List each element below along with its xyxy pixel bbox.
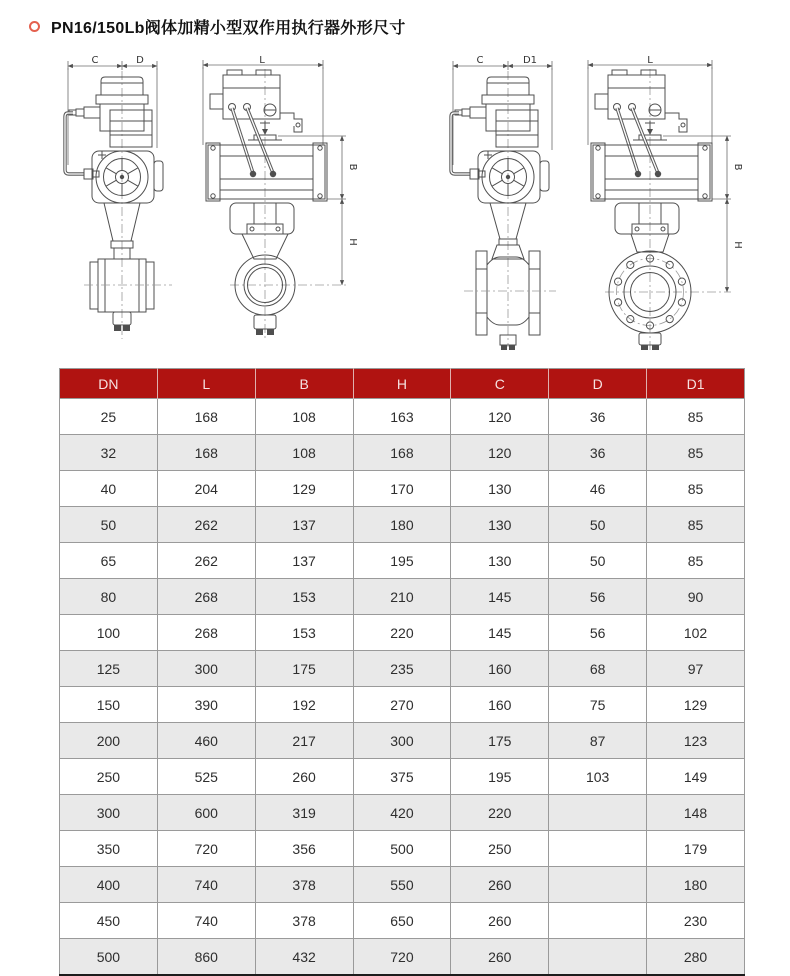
table-cell: 108: [255, 399, 353, 435]
drawing-front-view-wafer: [190, 55, 370, 352]
table-cell: [549, 831, 647, 867]
table-cell: 32: [60, 435, 158, 471]
table-cell: 150: [60, 687, 158, 723]
table-cell: 260: [451, 939, 549, 976]
table-cell: 125: [60, 651, 158, 687]
table-cell: 268: [157, 579, 255, 615]
dim-label-b: B: [347, 163, 358, 171]
table-cell: 102: [647, 615, 745, 651]
table-cell: 145: [451, 579, 549, 615]
table-cell: 220: [353, 615, 451, 651]
table-row: [60, 687, 745, 723]
table-row: [60, 867, 745, 903]
table-cell: 740: [157, 867, 255, 903]
table-cell: 50: [549, 543, 647, 579]
table-cell: 75: [549, 687, 647, 723]
table-cell: 85: [647, 399, 745, 435]
table-row: [60, 579, 745, 615]
table-row: [60, 903, 745, 939]
column-header: L: [157, 369, 255, 399]
table-cell: 46: [549, 471, 647, 507]
column-header: C: [451, 369, 549, 399]
section-header: [29, 15, 406, 38]
actuator-assembly: [65, 77, 163, 203]
table-cell: 280: [647, 939, 745, 976]
table-cell: 268: [157, 615, 255, 651]
table-cell: 168: [157, 399, 255, 435]
table-cell: 350: [60, 831, 158, 867]
table-cell: 50: [60, 507, 158, 543]
table-row: [60, 795, 745, 831]
table-cell: 130: [451, 471, 549, 507]
table-cell: [549, 939, 647, 976]
table-cell: 378: [255, 867, 353, 903]
table-cell: 270: [353, 687, 451, 723]
table-cell: 262: [157, 543, 255, 579]
valve-body: [84, 203, 172, 331]
table-cell: 149: [647, 759, 745, 795]
table-row: [60, 471, 745, 507]
table-cell: 36: [549, 435, 647, 471]
table-cell: 260: [255, 759, 353, 795]
dimension-table: [59, 368, 745, 976]
table-cell: 550: [353, 867, 451, 903]
table-cell: 123: [647, 723, 745, 759]
table-cell: 180: [647, 867, 745, 903]
actuator-assembly: [451, 77, 549, 203]
table-cell: 137: [255, 543, 353, 579]
technical-drawings: [0, 55, 790, 360]
table-cell: 129: [255, 471, 353, 507]
table-row: [60, 759, 745, 795]
column-header: H: [353, 369, 451, 399]
bullet-icon: [29, 21, 40, 32]
valve-body: [464, 203, 556, 350]
table-row: [60, 543, 745, 579]
dim-label-d: D: [136, 55, 144, 66]
table-cell: 148: [647, 795, 745, 831]
table-cell: 168: [353, 435, 451, 471]
column-header: D: [549, 369, 647, 399]
table-cell: 500: [353, 831, 451, 867]
table-cell: 204: [157, 471, 255, 507]
table-cell: 720: [353, 939, 451, 976]
table-cell: 432: [255, 939, 353, 976]
table-cell: 300: [157, 651, 255, 687]
table-row: [60, 939, 745, 976]
dim-label-b: B: [732, 163, 743, 171]
dim-label-h: H: [732, 241, 743, 249]
table-cell: 860: [157, 939, 255, 976]
page-title: PN16/150Lb阀体加精小型双作用执行器外形尺寸: [51, 20, 406, 37]
actuator-assembly: [206, 70, 327, 234]
table-cell: 192: [255, 687, 353, 723]
table-cell: 85: [647, 543, 745, 579]
table-row: [60, 723, 745, 759]
table-row: [60, 651, 745, 687]
table-cell: 420: [353, 795, 451, 831]
table-cell: 525: [157, 759, 255, 795]
table-cell: 260: [451, 903, 549, 939]
table-cell: 390: [157, 687, 255, 723]
table-cell: 120: [451, 435, 549, 471]
table-cell: 90: [647, 579, 745, 615]
table-cell: 319: [255, 795, 353, 831]
dim-label-l: L: [647, 55, 653, 66]
table-cell: 130: [451, 507, 549, 543]
table-cell: 650: [353, 903, 451, 939]
column-header: D1: [647, 369, 745, 399]
table-cell: 375: [353, 759, 451, 795]
table-cell: 300: [60, 795, 158, 831]
table-cell: 170: [353, 471, 451, 507]
table-cell: 168: [157, 435, 255, 471]
table-cell: 87: [549, 723, 647, 759]
drawing-side-view-wafer: [40, 55, 200, 352]
dimension-table-body: [60, 399, 745, 976]
dim-label-h: H: [347, 238, 358, 246]
table-cell: 56: [549, 579, 647, 615]
dimension-table-head: [60, 369, 745, 399]
table-cell: 200: [60, 723, 158, 759]
table-cell: 250: [451, 831, 549, 867]
table-cell: 230: [647, 903, 745, 939]
table-cell: 262: [157, 507, 255, 543]
table-row: [60, 399, 745, 435]
table-cell: 720: [157, 831, 255, 867]
table-cell: 100: [60, 615, 158, 651]
dim-label-c: C: [476, 55, 484, 66]
table-cell: 260: [451, 867, 549, 903]
table-row: [60, 435, 745, 471]
actuator-assembly: [591, 70, 712, 234]
table-cell: 130: [451, 543, 549, 579]
column-header: DN: [60, 369, 158, 399]
table-row: [60, 831, 745, 867]
table-row: [60, 615, 745, 651]
table-cell: 460: [157, 723, 255, 759]
dim-label-l: L: [259, 55, 265, 66]
drawing-front-view-flanged: [575, 55, 755, 352]
table-cell: 378: [255, 903, 353, 939]
table-cell: 25: [60, 399, 158, 435]
table-cell: 145: [451, 615, 549, 651]
table-cell: [549, 867, 647, 903]
table-cell: 195: [451, 759, 549, 795]
table-header-row: [60, 369, 745, 399]
table-cell: 65: [60, 543, 158, 579]
table-cell: 137: [255, 507, 353, 543]
table-cell: 235: [353, 651, 451, 687]
table-cell: 160: [451, 651, 549, 687]
table-cell: 160: [451, 687, 549, 723]
table-cell: 179: [647, 831, 745, 867]
table-cell: 217: [255, 723, 353, 759]
table-cell: 40: [60, 471, 158, 507]
drawing-side-view-flanged: [420, 55, 580, 352]
table-cell: 120: [451, 399, 549, 435]
table-cell: 180: [353, 507, 451, 543]
table-cell: 68: [549, 651, 647, 687]
table-cell: 220: [451, 795, 549, 831]
table-cell: 129: [647, 687, 745, 723]
table-cell: 85: [647, 471, 745, 507]
table-cell: 36: [549, 399, 647, 435]
table-cell: 50: [549, 507, 647, 543]
table-cell: 163: [353, 399, 451, 435]
table-cell: 210: [353, 579, 451, 615]
table-cell: [549, 903, 647, 939]
table-cell: 175: [451, 723, 549, 759]
table-cell: 356: [255, 831, 353, 867]
table-cell: 500: [60, 939, 158, 976]
table-cell: 600: [157, 795, 255, 831]
table-cell: 80: [60, 579, 158, 615]
table-cell: 250: [60, 759, 158, 795]
table-cell: 97: [647, 651, 745, 687]
table-cell: 300: [353, 723, 451, 759]
table-cell: 85: [647, 507, 745, 543]
table-row: [60, 507, 745, 543]
dim-label-d1: D1: [522, 55, 538, 66]
table-cell: 153: [255, 579, 353, 615]
table-cell: 56: [549, 615, 647, 651]
table-cell: 175: [255, 651, 353, 687]
table-cell: [549, 795, 647, 831]
column-header: B: [255, 369, 353, 399]
table-cell: 740: [157, 903, 255, 939]
dim-label-c: C: [91, 55, 99, 66]
table-cell: 195: [353, 543, 451, 579]
table-cell: 400: [60, 867, 158, 903]
table-cell: 108: [255, 435, 353, 471]
table-cell: 450: [60, 903, 158, 939]
table-cell: 103: [549, 759, 647, 795]
table-cell: 153: [255, 615, 353, 651]
table-cell: 85: [647, 435, 745, 471]
